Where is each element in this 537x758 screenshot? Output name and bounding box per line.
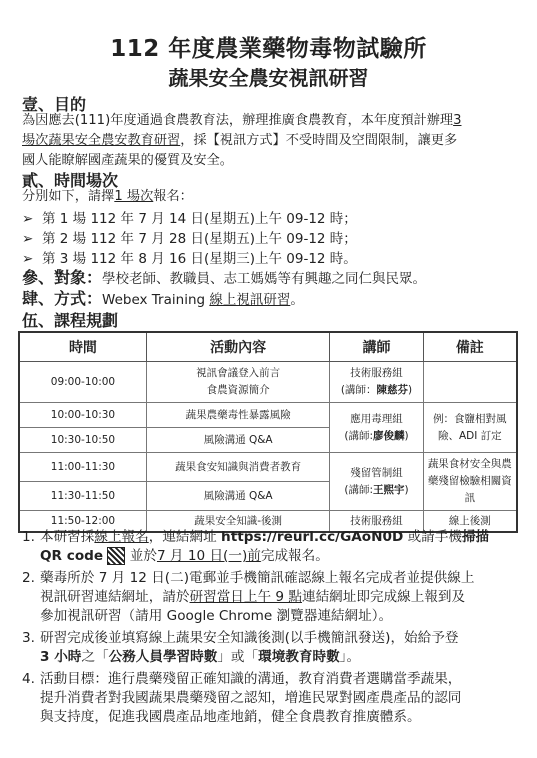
note-fragment: 連結網址即完成線上報到及 — [301, 589, 466, 605]
activity-cell: 風險溝通 Q&A — [146, 482, 329, 511]
activity-cell: 蔬果農藥毒性暴露風險 — [146, 403, 329, 428]
note-fragment: 並於 — [125, 548, 157, 564]
time-cell: 11:50-12:00 — [19, 511, 146, 533]
schedule-intro-text2: 報名： — [153, 189, 193, 204]
audience-line — [22, 265, 426, 288]
registration-link[interactable]: https://reurl.cc/GAoN0D — [221, 529, 404, 545]
note-number: 4. — [22, 671, 35, 687]
note-fragment: ，連結網址 — [148, 529, 222, 545]
note-fragment: 研習完成後並填寫線上蔬果安全知識後測(以手機簡訊發送)，始給予登 — [40, 630, 459, 646]
section-schedule-heading: 貳、時間場次 — [22, 171, 119, 190]
note-fragment: 3 小時 — [40, 649, 82, 665]
note-fragment: 」。 — [339, 649, 361, 665]
document-subtitle: 蔬果安全農安視訊研習 — [168, 66, 369, 90]
schedule-intro — [22, 187, 512, 207]
lecturer-cell — [330, 403, 423, 453]
time-cell: 11:30-11:50 — [19, 482, 146, 511]
table-row — [19, 453, 517, 482]
column-header: 時間 — [19, 332, 146, 362]
lecturer-group: 應用毒理組 — [350, 412, 403, 425]
session-item — [22, 207, 357, 227]
lecturer-prefix: (講師: — [344, 429, 373, 442]
purpose-line2: ，採【視訊方式】不受時間及空間限制，讓更多 — [180, 133, 458, 148]
note-fragment: 視訊研習連結網址，請於 — [40, 589, 190, 605]
note-fragment: 活動目標：進行農藥殘留正確知識的溝通，教育消費者選購當季蔬果， — [40, 671, 462, 687]
note-cell: 線上後測 — [423, 511, 517, 533]
lecturer-cell: 技術服務組 — [330, 511, 423, 533]
course-table — [18, 331, 518, 533]
note-fragment: 7 月 10 日(一)前 — [156, 548, 261, 564]
lecturer-name: 廖俊麟 — [373, 429, 405, 442]
table-row — [19, 403, 517, 428]
note-fragment: 提升消費者對我國蔬果農藥殘留之認知，增進民眾對國產農產品的認同 — [40, 690, 462, 706]
arrow-bullet-icon: ➢ — [22, 211, 34, 227]
purpose-line3: 國人能瞭解國產蔬果的優質及安全。 — [22, 153, 233, 168]
note-fragment: QR code — [40, 548, 104, 564]
lecturer-cell — [330, 362, 423, 403]
time-cell: 10:30-10:50 — [19, 428, 146, 453]
note-fragment: 環境教育時數 — [258, 649, 340, 665]
note-number: 1. — [22, 529, 35, 545]
method-line — [22, 286, 304, 309]
section-course-heading: 伍、課程規劃 — [22, 311, 119, 330]
note-item-1 — [22, 528, 517, 568]
activity-text: 視訊會議登入前言 — [196, 367, 281, 379]
note-fragment: 本研習採 — [40, 529, 95, 545]
note-fragment: 與支持度，促進我國農產品地產地銷，健全食農教育推廣體系。 — [40, 709, 421, 725]
section-method-heading: 肆、方式： — [22, 289, 103, 308]
note-item-2 — [22, 569, 517, 627]
audience-text: 學校老師、教職員、志工媽媽等有興趣之同仁與民眾。 — [102, 271, 427, 287]
schedule-intro-text: 分別如下，請擇 — [22, 189, 115, 204]
session-text: 第 2 場 112 年 7 月 28 日(星期五)上午 09-12 時； — [42, 231, 357, 247]
lecturer-group: 技術服務組 — [350, 367, 403, 379]
document-title: 112 年度農業藥物毒物試驗所 — [110, 36, 427, 62]
activity-cell: 風險溝通 Q&A — [146, 428, 329, 453]
method-text-underlined: 線上視訊研習 — [209, 292, 291, 308]
session-item — [22, 247, 357, 267]
purpose-line1: 為因應去(111)年度通過食農教育法，辦理推廣食農教育，本年度預計辦理 — [22, 113, 454, 128]
arrow-bullet-icon: ➢ — [22, 231, 34, 247]
purpose-line1-underlined: 3 — [453, 113, 462, 128]
note-fragment: 」或「 — [217, 649, 259, 665]
section-audience-heading: 參、對象： — [22, 268, 103, 287]
note-fragment: 公務人員學習時數 — [108, 649, 218, 665]
qr-code-icon — [107, 547, 125, 565]
lecturer-group: 殘留管制組 — [350, 466, 403, 479]
note-text — [40, 670, 517, 727]
section-purpose-heading: 壹、目的 — [22, 95, 87, 114]
lecturer-suffix: ) — [404, 483, 409, 496]
schedule-intro-underlined: 1 場次 — [114, 189, 154, 204]
note-fragment: 之「 — [81, 649, 109, 665]
note-fragment: 研習當日上午 9 點 — [189, 589, 302, 605]
activity-cell: 蔬果安全知識-後測 — [146, 511, 329, 533]
note-text — [40, 528, 517, 566]
column-header: 講師 — [330, 332, 423, 362]
table-row — [19, 362, 517, 403]
activity-cell — [146, 362, 329, 403]
note-item-4 — [22, 670, 517, 728]
session-item — [22, 227, 357, 247]
session-text: 第 1 場 112 年 7 月 14 日(星期五)上午 09-12 時； — [42, 211, 357, 227]
activity-text: 食農資源簡介 — [206, 384, 270, 396]
method-text: Webex Training — [102, 292, 210, 308]
note-text — [40, 569, 517, 626]
note-text — [40, 629, 517, 667]
note-fragment: 或請手機 — [403, 529, 462, 545]
lecturer-cell — [330, 453, 423, 511]
note-cell: 蔬果食材安全與農藥殘留檢驗相關資訊 — [423, 453, 517, 511]
arrow-bullet-icon: ➢ — [22, 251, 34, 267]
note-item-3 — [22, 629, 517, 669]
time-cell: 11:00-11:30 — [19, 453, 146, 482]
note-fragment: 完成報名。 — [260, 548, 329, 564]
note-number: 2. — [22, 570, 35, 586]
purpose-line2-underlined: 場次蔬果安全農安教育研習 — [22, 133, 181, 148]
note-fragment: 線上報名 — [94, 529, 149, 545]
note-fragment: 掃描 — [461, 529, 490, 545]
lecturer-name: 王熙宇 — [373, 483, 405, 496]
column-header: 備註 — [423, 332, 517, 362]
column-header: 活動內容 — [146, 332, 329, 362]
lecturer-prefix: (講師: — [344, 483, 373, 496]
time-cell: 10:00-10:30 — [19, 403, 146, 428]
lecturer-suffix: ) — [404, 429, 409, 442]
note-cell: 例：食鹽相對風險、ADI 訂定 — [423, 403, 517, 453]
time-cell: 09:00-10:00 — [19, 362, 146, 403]
note-cell — [423, 362, 517, 403]
lecturer-prefix: (講師： — [340, 384, 377, 396]
lecturer-suffix: ) — [407, 384, 413, 396]
table-header-row — [19, 332, 517, 362]
note-number: 3. — [22, 630, 35, 646]
activity-cell: 蔬果食安知識與消費者教育 — [146, 453, 329, 482]
lecturer-name: 陳慈芬 — [376, 384, 408, 396]
session-text: 第 3 場 112 年 8 月 16 日(星期三)上午 09-12 時。 — [42, 251, 357, 267]
method-text-end: 。 — [290, 292, 304, 308]
purpose-paragraph — [22, 111, 512, 171]
note-fragment: 參加視訊研習（請用 Google Chrome 瀏覽器連結網址）。 — [40, 608, 393, 624]
note-fragment: 藥毒所於 7 月 12 日(二)電郵並手機簡訊確認線上報名完成者並提供線上 — [40, 570, 475, 586]
